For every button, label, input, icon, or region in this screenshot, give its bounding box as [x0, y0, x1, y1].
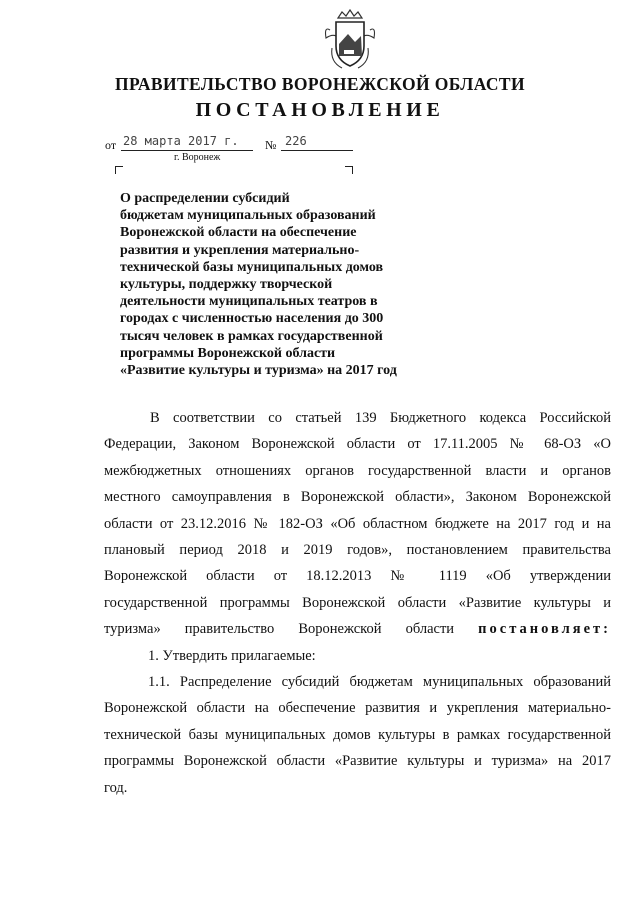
preamble-line: В соответствии со статьей 139 Бюджетного кодекса Российской: [150, 410, 611, 426]
subject-line: «Развитие культуры и туризма» на 2017 год: [120, 363, 397, 379]
preamble-line: Федерации, Законом Воронежской области от 17.11.2005 № 68-ОЗ «О: [104, 436, 611, 453]
subject-line: технической базы муниципальных домов: [120, 259, 384, 275]
number-label: №: [265, 138, 277, 152]
subject-line: деятельности муниципальных театров в: [120, 294, 378, 310]
item-1-1-line: Воронежской области на обеспечение развития и укрепления материально-: [104, 700, 611, 717]
organization-title: ПРАВИТЕЛЬСТВО ВОРОНЕЖСКОЙ ОБЛАСТИ: [114, 74, 526, 94]
date-prefix: от: [105, 138, 117, 152]
item-1-1-line: программы Воронежской области «Развитие культуры и туризма» на 2017: [104, 753, 611, 770]
subject-bracket-right: [345, 166, 353, 174]
preamble-line: Воронежской области от 18.12.2013 № 1119 «Об утверждении: [104, 568, 611, 585]
preamble-final-text: туризма» правительство Воронежской области: [104, 621, 455, 638]
subject-line: развития и укрепления материально-: [120, 242, 360, 258]
resolution-keyword: постановляет:: [478, 621, 611, 638]
subject-line: бюджетам муниципальных образований: [120, 208, 376, 224]
document-number: 226: [285, 134, 307, 148]
subject-line: О распределении субсидий: [120, 191, 290, 206]
preamble-line: местного самоуправления в Воронежской области», Законом Воронежской: [104, 489, 611, 506]
document-date: 28 марта 2017 г.: [123, 134, 239, 148]
subject-bracket-left: [115, 166, 123, 174]
subject-line: программы Воронежской области: [120, 345, 336, 361]
preamble-line: плановый период 2018 и 2019 годов», постановлением правительства: [104, 542, 611, 559]
item-1: 1. Утвердить прилагаемые:: [148, 647, 316, 664]
preamble-line: межбюджетных отношениях органов государственной власти и органов: [104, 462, 611, 479]
subject-line: культуры, поддержку творческой: [120, 277, 333, 293]
document-subject: [120, 190, 450, 379]
city-label: г. Воронеж: [174, 152, 221, 163]
subject-line: городах с численностью населения до 300: [120, 311, 384, 327]
preamble-line: государственной программы Воронежской области «Развитие культуры и: [104, 594, 611, 611]
preamble-final-line: [104, 616, 611, 642]
item-1-1-line: технической базы муниципальных домов культуры в рамках государственной: [104, 726, 611, 743]
subject-line: тысяч человек в рамках государственной: [120, 328, 383, 344]
document-body: [104, 405, 611, 801]
item-1-1-line: год.: [104, 779, 128, 796]
document-type: ПОСТАНОВЛЕНИЕ: [195, 99, 445, 121]
item-1-1-line: 1.1. Распределение субсидий бюджетам муниципальных образований: [148, 674, 611, 691]
subject-line: Воронежской области на обеспечение: [120, 225, 357, 241]
voronezh-coat-of-arms-icon: [322, 8, 378, 74]
preamble-line: области от 23.12.2016 № 182-ОЗ «Об областном бюджете на 2017 год и на: [104, 515, 611, 532]
